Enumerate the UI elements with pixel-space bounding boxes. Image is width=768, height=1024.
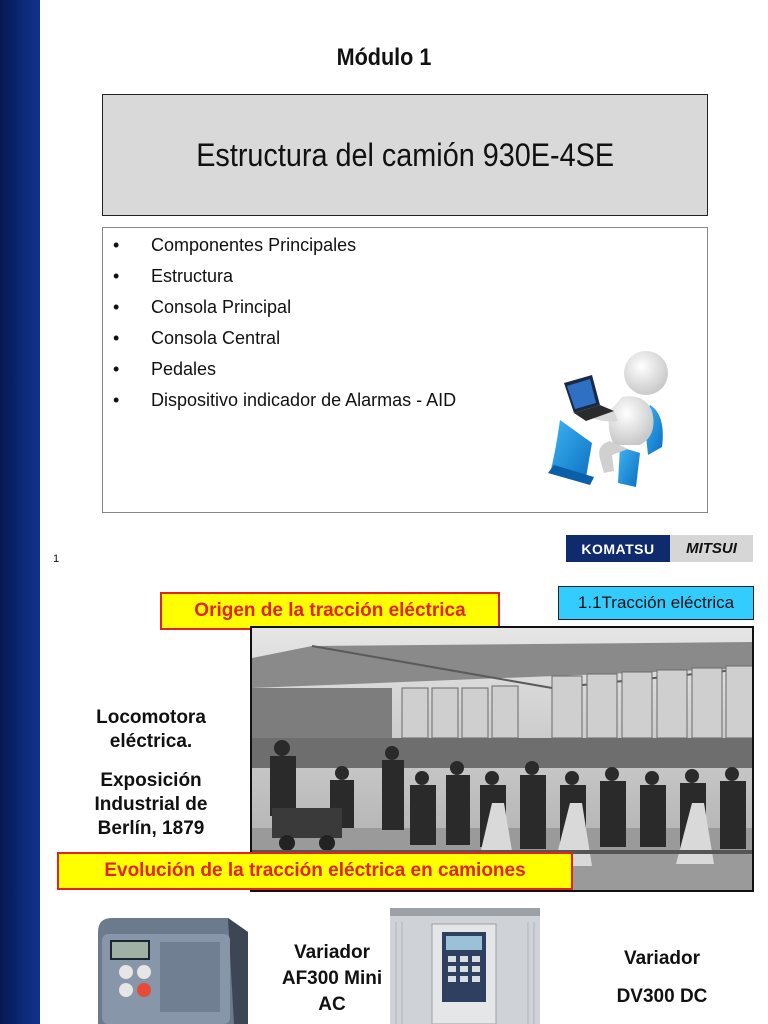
bullet-item [111,325,456,356]
person-laptop-illustration [540,345,680,495]
slide-1-side-bar [0,0,40,576]
module-title: Módulo 1 [336,44,432,71]
bullet-text: Componentes Principales [151,235,357,255]
bullet-dot: • [113,297,120,317]
label-variador-af300: Variador AF300 Mini AC [281,942,383,1015]
bullet-item [111,294,456,325]
label-dv300-line1: Variador [623,948,701,969]
bullet-item [111,232,456,263]
bullet-text: Estructura [151,266,234,286]
bullet-dot: • [113,359,120,379]
title-box [102,94,708,216]
bullet-text: Consola Principal [151,297,292,317]
evolution-title-label: Evolución de la tracción eléctrica en camiones [57,852,573,890]
bullet-item [111,356,456,387]
mitsui-logo-text: MITSUI [670,535,753,562]
bullet-dot: • [113,235,120,255]
bullet-item [111,387,456,418]
bullet-dot: • [113,390,120,410]
dv300-drive-image [388,908,544,1024]
af300-drive-image [88,912,252,1024]
caption-exposition: Exposición Industrial de Berlín, 1879 [94,770,208,839]
bullet-dot: • [113,328,120,348]
section-badge: 1.1Tracción eléctrica [558,586,754,620]
main-title: Estructura del camión 930E-4SE [196,136,614,173]
slide-2-side-bar [0,576,40,1024]
slide-2 [0,576,768,1024]
origin-title-label: Origen de la tracción eléctrica [160,592,500,630]
komatsu-logo-text: KOMATSU [566,535,670,562]
caption-locomotive: Locomotora eléctrica. [96,707,206,752]
bullet-dot: • [113,266,120,286]
page-number: 1 [53,553,60,565]
label-variador-dv300 [600,946,724,1010]
bullet-text: Consola Central [151,328,281,348]
bullet-text: Dispositivo indicador de Alarmas - AID [151,390,457,410]
bullet-item [111,263,456,294]
komatsu-mitsui-logo [566,535,753,562]
label-dv300-line2: DV300 DC [616,986,708,1007]
bullet-text: Pedales [151,359,217,379]
bullet-list [111,232,456,418]
